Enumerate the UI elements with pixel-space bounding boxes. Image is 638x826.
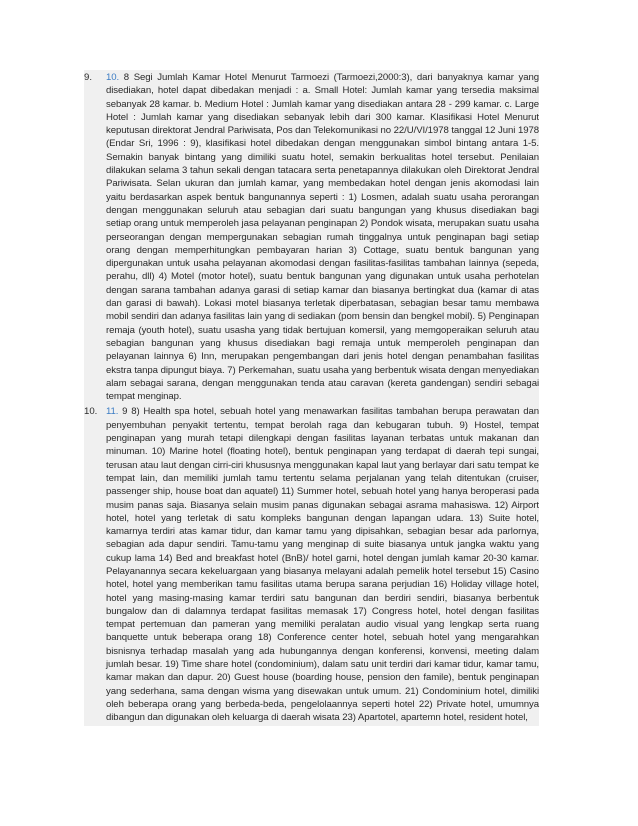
page-link[interactable]: 11.: [106, 406, 119, 418]
list-item-text: [106, 404, 539, 725]
numbered-list: [84, 70, 539, 726]
list-item: [84, 70, 539, 404]
list-item: [84, 404, 539, 725]
list-item-text: [106, 70, 539, 404]
list-item-number: 10.: [84, 406, 98, 418]
paragraph-text: 9 8) Health spa hotel, sebuah hotel yang menawarkan fasilitas tambahan berupa perawatan dan penyembuhan penyakit tertentu, tempat berolah raga dan kebugaran tubuh. 9) Hostel, tempat penginapan yang murah tetapi dilengkapi dengan fasilitas layanan terbatas untuk makanan dan minuman. 10) Marine hotel (floating hotel), bentuk penginapan yang terdapat di daerah tepi sungai, terusan atau laut dengan cirri-ciri khususnya menggunakan kapal laut yang berlayar dari satu tempat ke tempat lain, dan memiliki jumlah tamu tertentu selama perjalanan yang telah ditentukan (cruiser, passenger ship, house boat dan aquatel) 11) Summer hotel, sebuah hotel yang hanya beroperasi pada musim panas saja. Biasanya selain musim panas digunakan sebagai asrama mahasiswa. 12) Airport hotel, hotel yang terletak di satu kompleks bangunan dengan lapangan udara. 13) Suite hotel, kamarnya terdiri atas kamar tidur, dan kamar tamu yang dipisahkan, sebagian besar ada parlornya, sebagian ada dapur sendiri. Tamu-tamu yang menginap di suite biasanya untuk jangka waktu yang cukup lama 14) Bed and breakfast hotel (BnB)/ hotel garni, hotel dengan jumlah kamar 20-30 kamar. Pelayanannya secara kekeluargaan yang biasanya melayani adalah pemelik hotel tersebut 15) Casino hotel, hotel yang memberikan tamu fasilitas utama berupa sarana perjudian 16) Holiday village hotel, hotel yang masing-masing kamar terdiri satu bangunan dan berdiri sendiri, biasanya berbentuk bungalow dan di dalamnya terdapat fasilitas memasak 17) Congress hotel, hotel dengan fasilitas tempat pertemuan dan pameran yang memiliki peralatan audio visual yang lengkap serta ruang banquette untuk beberapa orang 18) Conference center hotel, sebuah hotel yang mengarahkan bisnisnya terhadap masalah yang ada hubungannya dengan konferensi, konvensi, meeting dalam jumlah besar. 19) Time share hotel (condominium), dalam satu unit terdiri dari kamar tidur, kamar tamu, kamar makan dan dapur. 20) Guest house (boarding house, pension den famile), bentuk penginapan yang sederhana, sama dengan wisma yang disewakan untuk umum. 21) Condominium hotel, dimiliki oleh beberapa orang yang berbeda-beda, pengelolaannya seperti hotel 22) Private hotel, umumnya dibangun dan digunakan oleh keluarga di daerah wisata 23) Apartotel, apartemn hotel, resident hotel,: [106, 406, 539, 724]
list-item-number: 9.: [84, 72, 93, 83]
paragraph-text: 8 Segi Jumlah Kamar Hotel Menurut Tarmoezi (Tarmoezi,2000:3), dari banyaknya kamar yang disediakan, hotel dapat dibedakan menjadi : a. Small Hotel: Jumlah kamar yang tersedia maksimal sebanyak 28 kamar. b. Medium Hotel : Jumlah kamar yang disediakan antara 28 - 299 kamar. c. Large Hotel : Jumlah kamar yang disediakan sebanyak lebih dari 300 kamar. Klasifikasi Hotel Menurut keputusan direktorat Jendral Pariwisata, Pos dan Telekomunikasi no 22/U/VI/1978 tanggal 12 Juni 1978 (Endar Sri, 1996 : 9), klasifikasi hotel dibedakan dengan menggunakan simbol bintang antara 1-5. Semakin banyak bintang yang dimiliki suatu hotel, semakin berkualitas hotel tersebut. Penilaian dilakukan selama 3 tahun sekali dengan tatacara serta penetapannya dilakukan oleh Direktorat Jendral Pariwisata. Selan ukuran dan jumlah kamar, yang membedakan hotel dengan jenis akomodasi lain yaitu berdasarkan aspek bentuk bangunannya seperti : 1) Losmen, adalah suatu usaha perorangan dengan menggunakan seluruh atau sebagian dari suatu bangungan yang khusus disediakan bagi setiap orang untuk memperoleh jasa pelayanan penginapan 2) Pondok wisata, merupakan suatu usaha perseorangan dengan mempergunakan sebagian rumah tinggalnya untuk penginapan bagi setiap orang dengan memperhitungkan pembayaran harian 3) Cottage, suatu bentuk bangunan yang dipergunakan untuk usaha pelayanan akomodasi dengan fasilitas-fasilitas tambahan lainnya (sepeda, perahu, dll) 4) Motel (motor hotel), suatu bentuk bangunan yang digunakan untuk usaha perhotelan dengan sarana tambahan adanya garasi di setiap kamar dan biasanya bertingkat dua (kamar di atas dan garasi di bawah). Lokasi motel biasanya terletak diperbatasan, sebagian besar tamu membawa mobil sendiri dan adanya fasilitas lain yang di sediakan (pom bensin dan bengkel mobil). 5) Penginapan remaja (youth hotel), suatu usasha yang tidak bertujuan komersil, yang memgoperaikan seluruh atau sebagian bangunan yang khusus disediakan bagi remaja untuk memperoleh penginapan dan pelayanan lainnya 6) Inn, merupakan pengembangan dari jenis hotel dengan penambahan fasilitas ekstra tanpa dipungut biaya. 7) Perkemahan, suatu usaha yang berbentuk wisata dengan menyediakan alam sebagai sarana, dengan menggunakan tenda atau caravan (kereta gandengan) sendiri sebagai tempat menginap.: [106, 72, 539, 403]
page-link[interactable]: 10.: [106, 72, 120, 83]
